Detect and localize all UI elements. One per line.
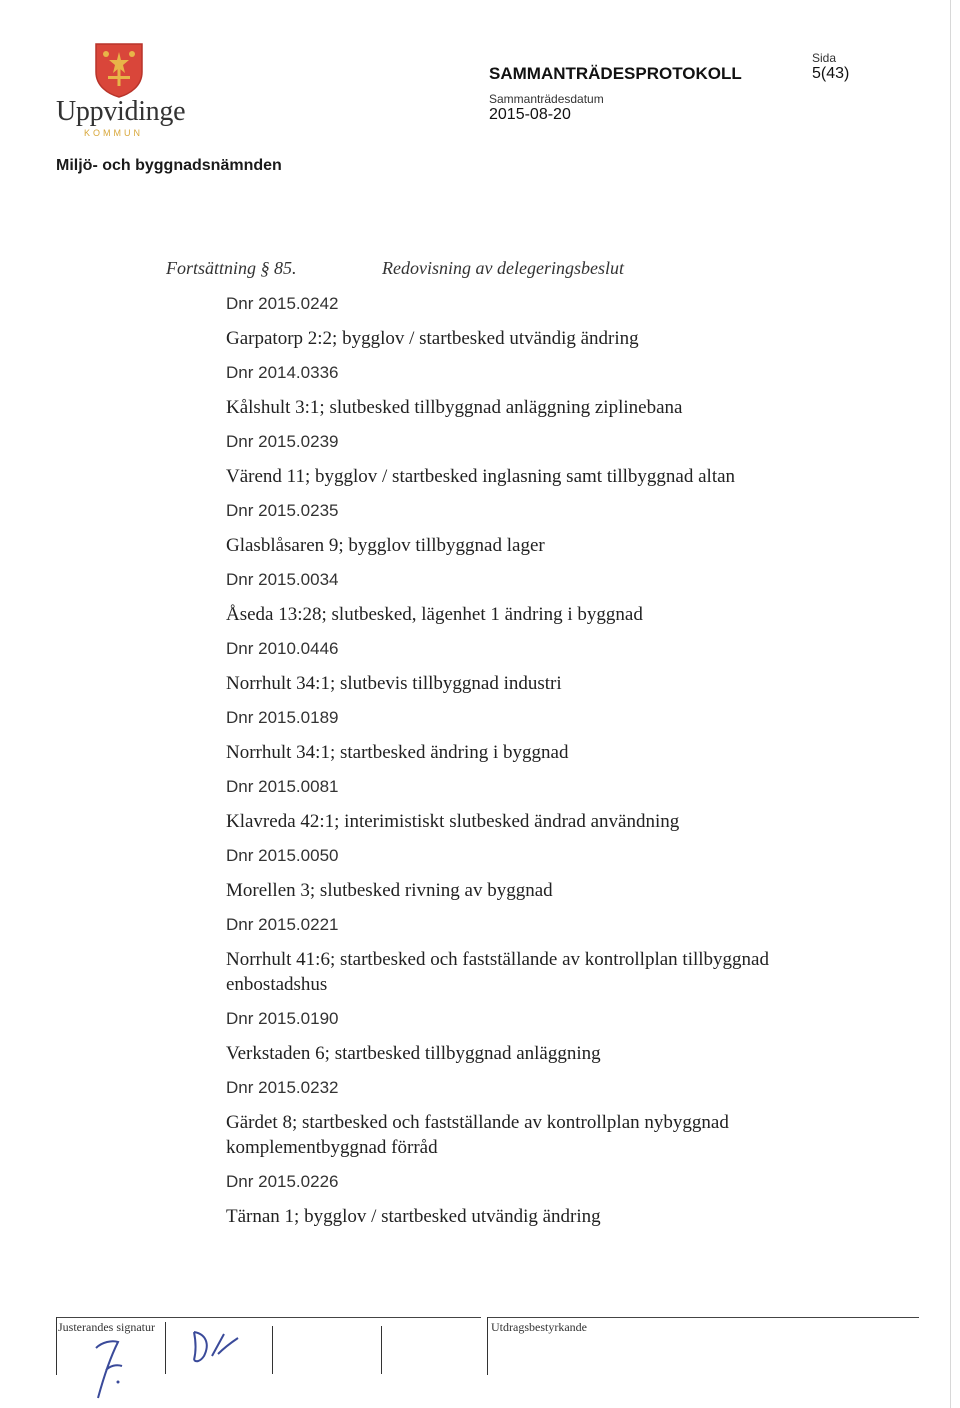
case-description: Verkstaden 6; startbesked tillbyggnad anläggning xyxy=(226,1043,601,1064)
footer-rule-right xyxy=(487,1317,919,1318)
page-label: Sida xyxy=(812,51,837,65)
footer-divider xyxy=(272,1326,273,1374)
list-item xyxy=(226,1170,846,1229)
case-description: Morellen 3; slutbesked rivning av byggnad xyxy=(226,880,553,901)
footer-divider xyxy=(56,1317,57,1375)
case-description: Kålshult 3:1; slutbesked tillbyggnad anläggning ziplinebana xyxy=(226,397,683,418)
case-description: Glasblåsaren 9; bygglov tillbyggnad lager xyxy=(226,535,545,556)
list-item xyxy=(226,430,846,489)
signature-mark xyxy=(188,1326,244,1366)
case-number: Dnr 2015.0226 xyxy=(226,1172,339,1191)
case-number: Dnr 2015.0221 xyxy=(226,915,339,934)
page-number: 5(43) xyxy=(812,65,850,82)
meeting-date-label: Sammanträdesdatum xyxy=(489,92,604,106)
case-number: Dnr 2010.0446 xyxy=(226,639,339,658)
list-item xyxy=(226,568,846,627)
case-description: Norrhult 34:1; startbesked ändring i byggnad xyxy=(226,742,569,763)
list-item xyxy=(226,913,846,997)
municipality-sub: KOMMUN xyxy=(84,128,143,138)
case-description: Åseda 13:28; slutbesked, lägenhet 1 ändring i byggnad xyxy=(226,604,643,625)
signature-label: Justerandes signatur xyxy=(58,1320,155,1334)
case-description: Gärdet 8; startbesked och fastställande av kontrollplan nybyggnad komplementbyggnad förråd xyxy=(226,1112,729,1158)
list-item xyxy=(226,292,846,351)
case-number: Dnr 2015.0232 xyxy=(226,1078,339,1097)
extract-label: Utdragsbestyrkande xyxy=(491,1320,587,1334)
case-number: Dnr 2015.0189 xyxy=(226,708,339,727)
list-item xyxy=(226,637,846,696)
municipality-crest-icon xyxy=(94,42,144,98)
case-number: Dnr 2015.0034 xyxy=(226,570,339,589)
page-edge xyxy=(950,0,951,1408)
municipality-name: Uppvidinge xyxy=(56,96,186,127)
case-description: Norrhult 41:6; startbesked och fastställande av kontrollplan tillbyggnad enbostadshus xyxy=(226,949,769,995)
signature-mark xyxy=(88,1330,138,1402)
list-item xyxy=(226,361,846,420)
list-item xyxy=(226,1076,846,1160)
case-number: Dnr 2015.0081 xyxy=(226,777,339,796)
document-title: SAMMANTRÄDESPROTOKOLL xyxy=(489,64,742,83)
list-item xyxy=(226,499,846,558)
footer-divider xyxy=(165,1322,166,1374)
case-description: Klavreda 42:1; interimistiskt slutbesked ändrad användning xyxy=(226,811,680,832)
case-number: Dnr 2015.0239 xyxy=(226,432,339,451)
section-title: Redovisning av delegeringsbeslut xyxy=(382,258,624,278)
case-number: Dnr 2014.0336 xyxy=(226,363,339,382)
list-item xyxy=(226,775,846,834)
footer-rule-left xyxy=(56,1317,481,1318)
case-description: Garpatorp 2:2; bygglov / startbesked utvändig ändring xyxy=(226,328,639,349)
case-description: Tärnan 1; bygglov / startbesked utvändig ändring xyxy=(226,1206,601,1227)
footer-divider xyxy=(381,1326,382,1374)
case-description: Norrhult 34:1; slutbevis tillbyggnad industri xyxy=(226,673,562,694)
case-number: Dnr 2015.0235 xyxy=(226,501,339,520)
list-item xyxy=(226,844,846,903)
case-number: Dnr 2015.0050 xyxy=(226,846,339,865)
list-item xyxy=(226,1007,846,1066)
case-number: Dnr 2015.0190 xyxy=(226,1009,339,1028)
list-item xyxy=(226,706,846,765)
footer-divider xyxy=(487,1317,488,1375)
continuation-label: Fortsättning § 85. xyxy=(166,258,297,278)
case-number: Dnr 2015.0242 xyxy=(226,294,339,313)
board-name: Miljö- och byggnadsnämnden xyxy=(56,157,282,174)
case-description: Värend 11; bygglov / startbesked inglasning samt tillbyggnad altan xyxy=(226,466,736,487)
meeting-date: 2015-08-20 xyxy=(489,106,571,123)
decision-list xyxy=(226,292,846,1239)
